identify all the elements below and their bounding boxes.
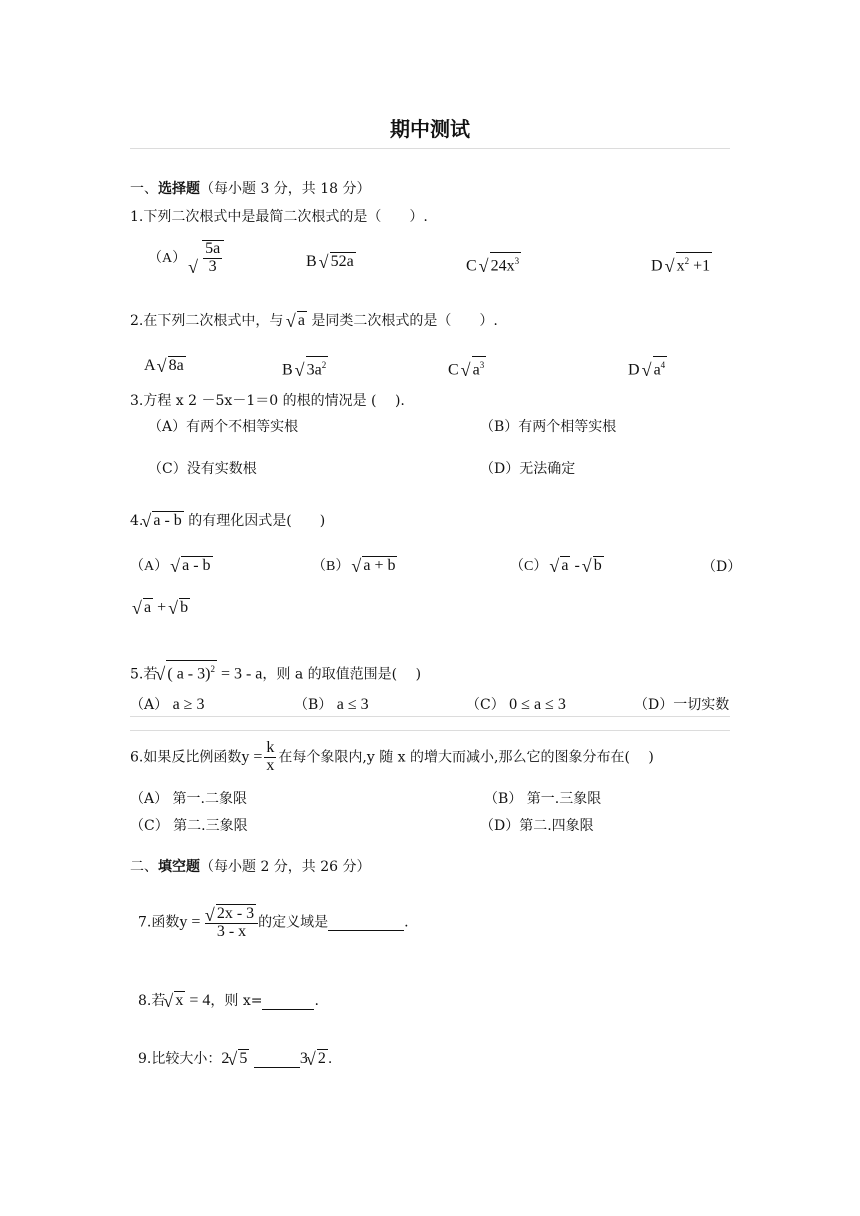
q3-option-b: （B）有两个相等实根 [480, 419, 617, 435]
q2-option-a: A √ 8a [144, 356, 186, 375]
section-name: 填空题 [158, 859, 200, 875]
answer-blank[interactable] [328, 914, 404, 931]
q4-option-b: （B） √ a + b [312, 555, 397, 575]
q4-option-a: （A） √ a - b [130, 555, 213, 575]
answer-blank[interactable] [254, 1051, 300, 1068]
q4-option-d-label: （D） [702, 559, 742, 575]
section-fill-header [130, 856, 371, 876]
q6-option-d: （D）第二.四象限 [480, 818, 594, 834]
q2-option-c: C √ $a^3$ [448, 356, 486, 379]
section-name: 选择题 [158, 181, 200, 197]
q6-option-c: （C） 第二.三象限 [130, 818, 248, 834]
q5-option-d: （D）一切实数 [634, 697, 730, 713]
section-number: 二、 [130, 859, 158, 875]
separator-1 [130, 716, 730, 717]
q2-option-b: B √ $3a^2$ [282, 356, 328, 379]
question-2-stem: 2.在下列二次根式中，与 √ a 是同类二次根式的是（ ）. [130, 310, 498, 330]
question-1-stem: 1.下列二次根式中是最简二次根式的是（ ）. [130, 209, 428, 225]
q4-option-d: √ a + √ b [134, 598, 190, 617]
page-title: 期中测试 [390, 117, 470, 141]
q6-option-a: （A） 第一.二象限 [130, 791, 248, 807]
q1-option-a: （A） √ $\frac{5a}{3}$ [148, 240, 224, 276]
question-8: 8.若√ x = 4，则 x= . [138, 990, 319, 1010]
question-3-stem: 3.方程 x 2 －5x－1＝0 的根的情况是 ( ). [130, 393, 405, 409]
q5-option-a: （A） a ≥ 3 [130, 696, 205, 713]
separator-2 [130, 730, 730, 731]
q1-option-b: B √ 52a [306, 252, 356, 271]
q3-option-c: （C）没有实数根 [148, 461, 257, 477]
q3-option-d: （D）无法确定 [480, 461, 576, 477]
section-note: （每小题 2 分，共 26 分） [200, 859, 371, 875]
section-choice-header [130, 178, 371, 198]
q1-a-radical: √ $\frac{5a}{3}$ [190, 240, 224, 276]
section-note: （每小题 3 分，共 18 分） [200, 181, 371, 197]
question-9: 9.比较大小：2√ 5 3√ 2 . [138, 1048, 332, 1068]
question-5-stem: 5.若√ ( a - 3)$^2$ = 3 - a，则 a 的取值范围是( ) [130, 660, 421, 683]
q3-option-a: （A）有两个不相等实根 [148, 419, 299, 435]
q5-option-b: （B） a ≤ 3 [294, 696, 369, 713]
q2-option-d: D √ $a^4$ [628, 356, 667, 379]
q5-option-c: （C） 0 ≤ a ≤ 3 [466, 696, 566, 713]
question-7: 7.函数y = √ $\frac{2x - 3}{3 - x}$ 的定义域是 . [138, 904, 409, 941]
section-number: 一、 [130, 181, 158, 197]
question-4-stem: 4.√ a - b 的有理化因式是( ) [130, 510, 325, 530]
q1-option-d: D √ $x^2 +1$ [651, 252, 712, 275]
q6-option-b: （B） 第一.三象限 [484, 791, 602, 807]
title-divider [130, 148, 730, 149]
answer-blank[interactable] [262, 993, 314, 1010]
q4-option-c: （C） √ a - √ b [510, 555, 604, 575]
q1-option-c: C √ $24x^3$ [466, 252, 521, 275]
question-6-stem: 6.如果反比例函数y = $\frac{k}{x}$ 在每个象限内,y 随 x 的增大而减小,那么它的图象分布在( ) [130, 739, 654, 774]
